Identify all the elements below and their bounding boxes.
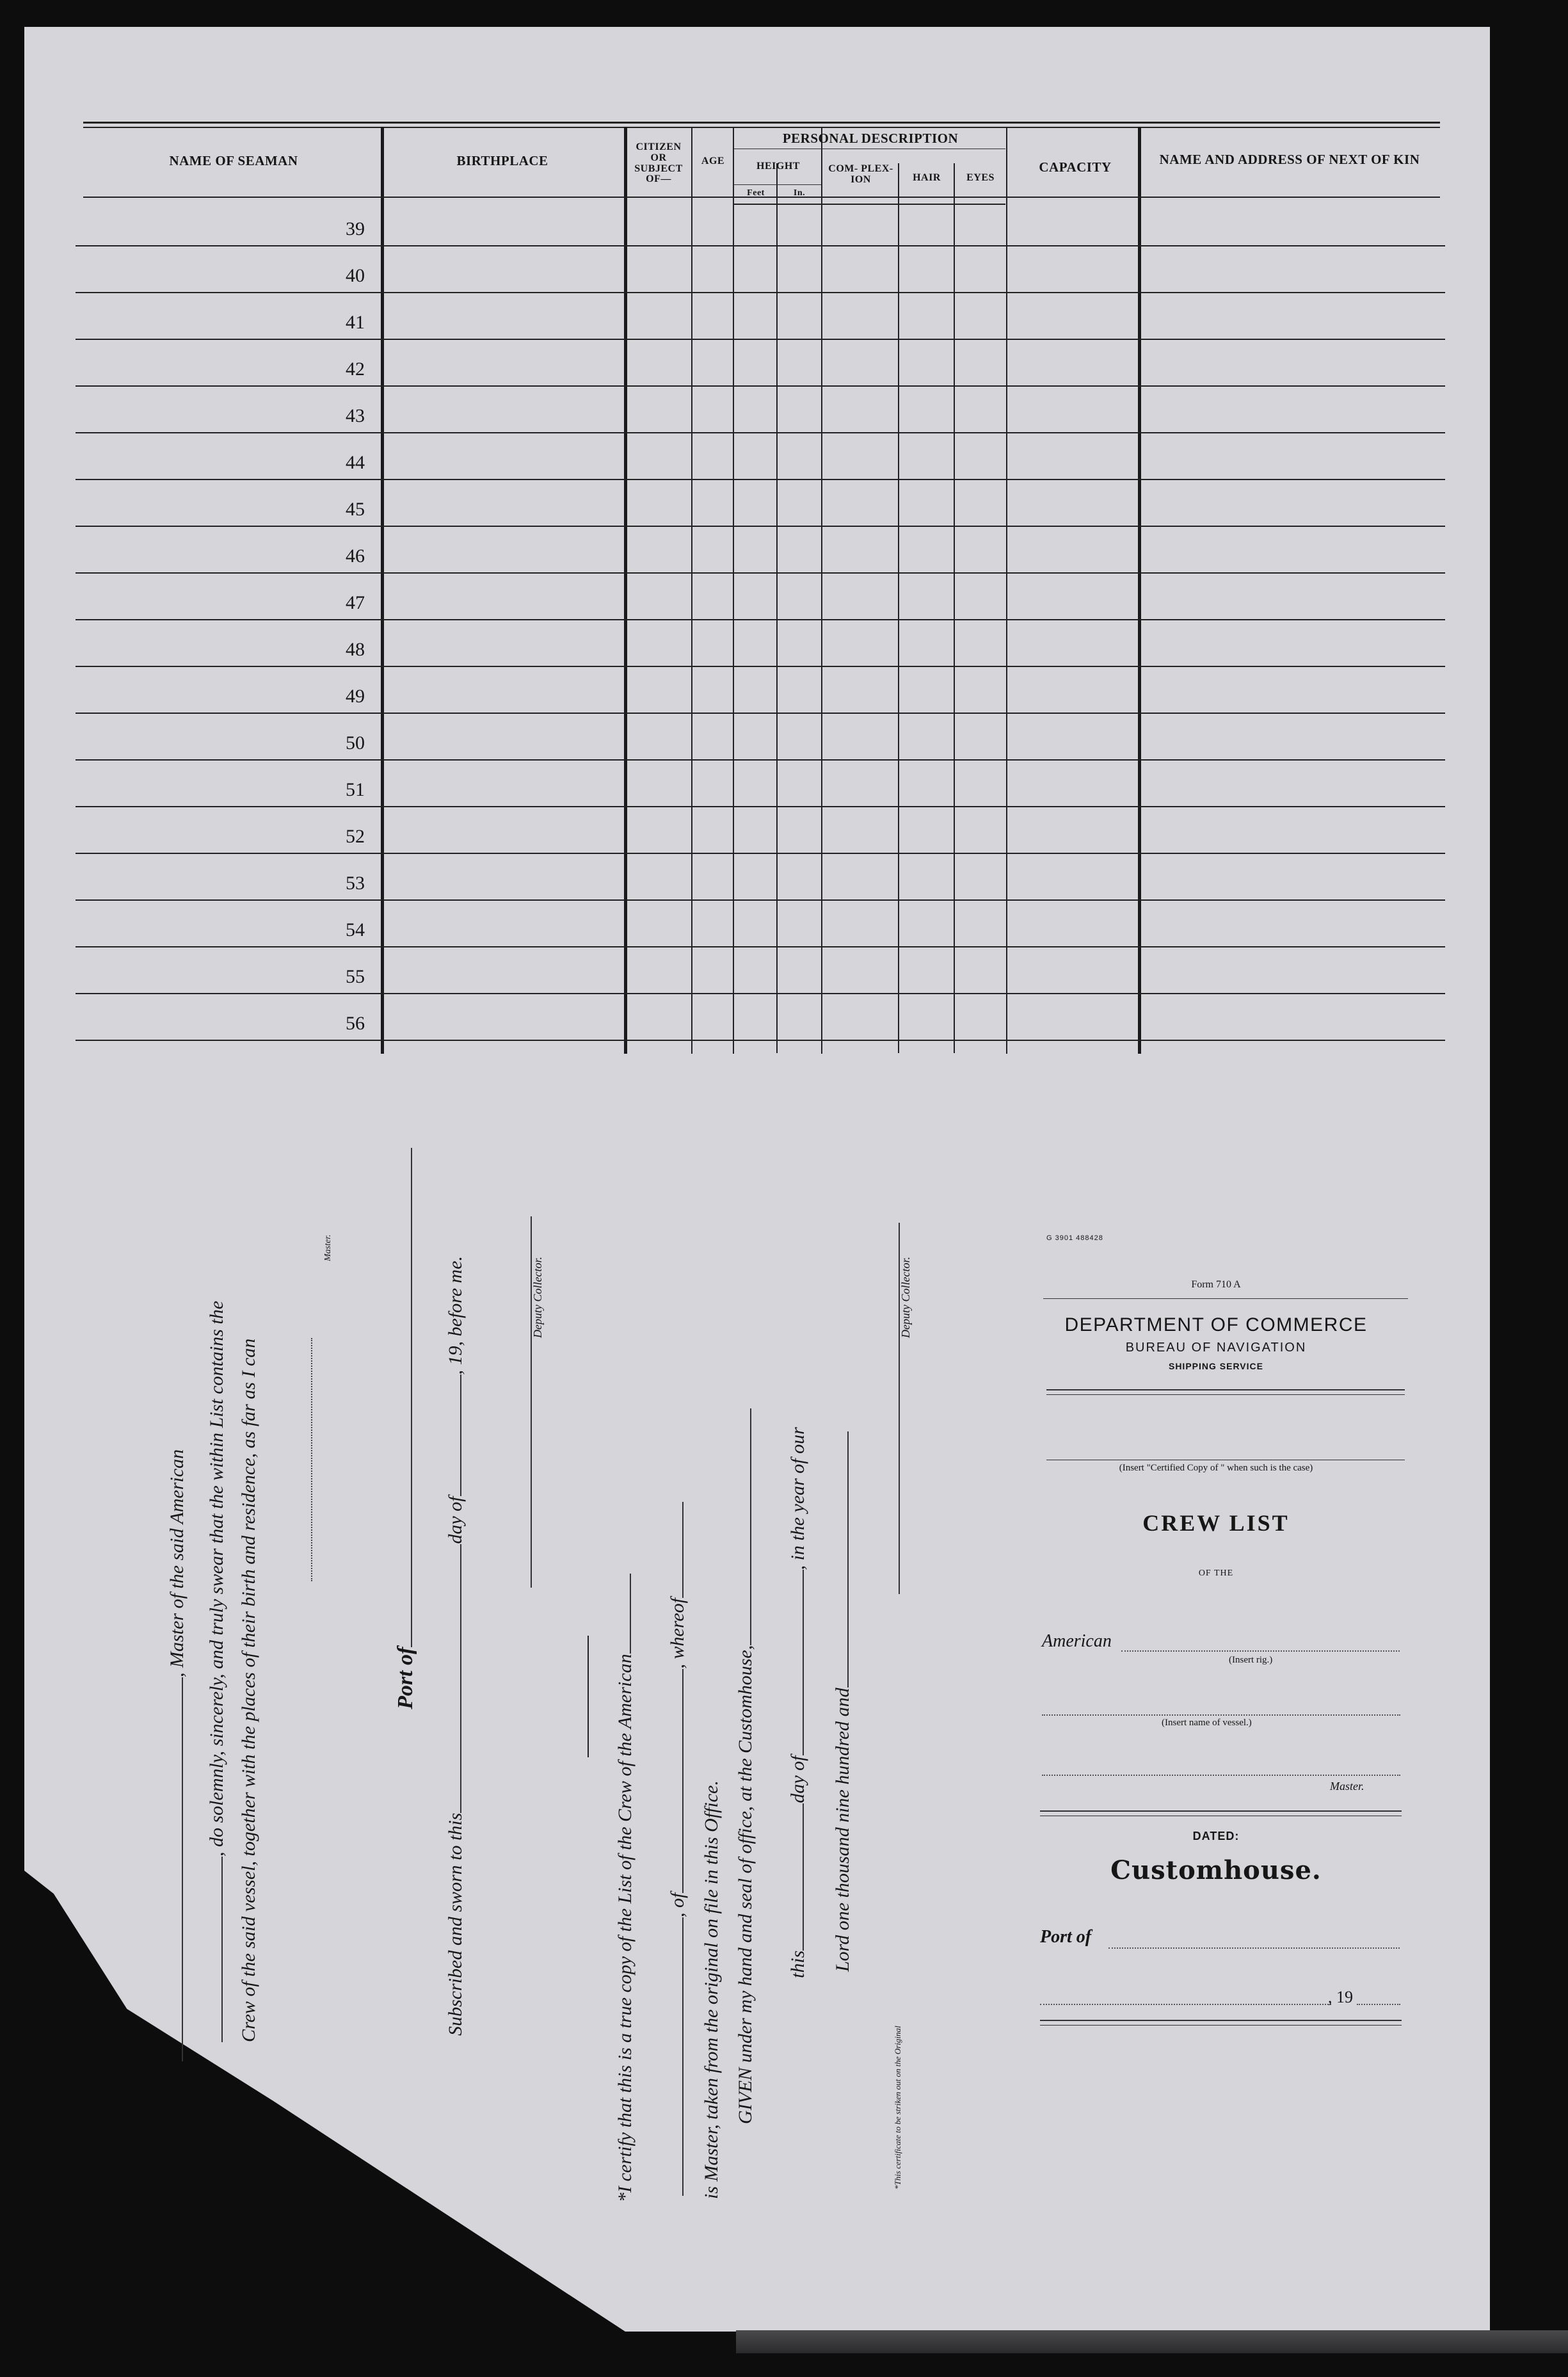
header-capacity: CAPACITY xyxy=(1039,159,1112,175)
subscribed-text-b: day of xyxy=(445,1496,466,1544)
oath-line-1 xyxy=(166,1449,188,2061)
master-name-line xyxy=(1042,1775,1400,1776)
row-number: 44 xyxy=(346,452,365,473)
header-next-of-kin: NAME AND ADDRESS OF NEXT OF KIN xyxy=(1159,152,1420,167)
row-number: 47 xyxy=(346,592,365,613)
table-row-line xyxy=(76,292,1445,293)
form-number: Form 710 A xyxy=(1191,1279,1241,1290)
row-number: 55 xyxy=(346,966,365,987)
table-row-line xyxy=(76,993,1445,994)
crew-list-title: CREW LIST xyxy=(1142,1510,1290,1536)
cert-line-4-text: GIVEN under my hand and seal of office, at the Customhouse, xyxy=(735,1645,756,2124)
cert-line-3: is Master, taken from the original on file in this Office. xyxy=(701,1780,722,2199)
row-number: 40 xyxy=(346,265,365,286)
oath-line-2 xyxy=(206,1301,228,2042)
table-row-line xyxy=(76,385,1445,387)
scan-edge-strip xyxy=(736,2330,1568,2353)
header-hair: HAIR xyxy=(913,172,941,183)
header-name-of-seaman: NAME OF SEAMAN xyxy=(169,153,298,168)
subscribed-text-a: Subscribed and sworn to this xyxy=(445,1812,466,2036)
table-row-line xyxy=(76,572,1445,574)
header-feet: Feet xyxy=(747,188,765,198)
master-label: Master. xyxy=(323,1234,333,1261)
master-signature-line xyxy=(296,1338,317,1581)
header-eyes: EYES xyxy=(966,172,995,183)
insert-certified-note: (Insert "Certified Copy of " when such is the case) xyxy=(1119,1463,1313,1473)
year-label: , 19 xyxy=(1328,1988,1353,2006)
separator-rule xyxy=(588,1636,589,1757)
insert-rig-note: (Insert rig.) xyxy=(1229,1655,1273,1665)
certificate-footnote: *This certificate to be striken out on the Original xyxy=(893,2026,902,2189)
header-complexion: COM- PLEX- ION xyxy=(828,163,893,185)
row-number: 50 xyxy=(346,732,365,753)
cert-line-2-text-b: , whereof xyxy=(667,1598,688,1669)
port-line xyxy=(1108,1947,1400,1949)
service-title: SHIPPING SERVICE xyxy=(1168,1361,1263,1371)
row-number: 39 xyxy=(346,218,365,239)
deputy-collector-label-1: Deputy Collector. xyxy=(531,1257,544,1338)
cert-line-5-text-a: this xyxy=(787,1950,808,1978)
cert-line-5-text-b: day of xyxy=(787,1755,808,1803)
cert-line-2-text-a: , of xyxy=(667,1892,688,1917)
of-the-label: OF THE xyxy=(1198,1568,1234,1578)
cert-line-4 xyxy=(735,1408,756,2124)
row-number: 41 xyxy=(346,312,365,333)
port-of-text: Port of xyxy=(394,1647,417,1709)
row-number: 51 xyxy=(346,779,365,800)
port-of-cover-label: Port of xyxy=(1040,1927,1092,1947)
master-cover-label: Master. xyxy=(1330,1780,1364,1793)
oath-line-3: Crew of the said vessel, together with the places of their birth and residence, as far as I can xyxy=(238,1338,259,2042)
subscribed-text-c: , 19 xyxy=(445,1346,466,1375)
cert-line-5 xyxy=(787,1427,809,1978)
row-number: 45 xyxy=(346,499,365,520)
header-inches: In. xyxy=(793,188,806,198)
subscribed-line xyxy=(445,1256,467,2036)
date-line xyxy=(1040,2004,1331,2005)
row-number: 56 xyxy=(346,1013,365,1034)
customhouse-title: Customhouse. xyxy=(1110,1855,1322,1885)
table-row-line xyxy=(76,339,1445,340)
table-row-line xyxy=(76,526,1445,527)
row-number: 43 xyxy=(346,405,365,426)
row-number: 53 xyxy=(346,873,365,894)
table-row-line xyxy=(76,946,1445,947)
vessel-name-line xyxy=(1042,1714,1400,1716)
table-row-line xyxy=(76,432,1445,433)
row-number: 54 xyxy=(346,919,365,940)
dated-label: DATED: xyxy=(1192,1830,1240,1842)
cert-line-1-text: *I certify that this is a true copy of the List of the Crew of the American xyxy=(614,1654,636,2202)
cert-line-6-text: Lord one thousand nine hundred and xyxy=(832,1688,853,1972)
oath-line-2-text: , do solemnly, sincerely, and truly swear that the within List contains the xyxy=(206,1300,227,1857)
table-row-line xyxy=(76,759,1445,761)
insert-vessel-note: (Insert name of vessel.) xyxy=(1162,1718,1252,1728)
header-citizen: CITIZEN OR SUBJECT OF— xyxy=(634,141,683,185)
cert-line-6 xyxy=(832,1431,854,1972)
table-row-line xyxy=(76,853,1445,854)
deputy-collector-label-2: Deputy Collector. xyxy=(899,1257,912,1338)
header-height: HEIGHT xyxy=(756,161,800,172)
header-birthplace: BIRTHPLACE xyxy=(456,153,548,168)
printer-code: G 3901 488428 xyxy=(1046,1234,1103,1242)
american-label: American xyxy=(1042,1631,1112,1651)
table-row-line xyxy=(76,806,1445,807)
table-row-line xyxy=(76,479,1445,480)
cert-line-2 xyxy=(667,1502,689,2196)
oath-line-1-text: , Master of the said American xyxy=(166,1449,188,1677)
table-row-line xyxy=(76,245,1445,246)
row-number: 46 xyxy=(346,545,365,567)
cert-line-1 xyxy=(614,1574,636,2202)
header-age: AGE xyxy=(701,156,725,166)
row-number: 52 xyxy=(346,826,365,847)
table-row-line xyxy=(76,899,1445,901)
row-number: 49 xyxy=(346,686,365,707)
header-personal-description: PERSONAL DESCRIPTION xyxy=(782,131,959,146)
table-row-line xyxy=(76,666,1445,667)
table-row-line xyxy=(76,713,1445,714)
subscribed-text-d: , before me. xyxy=(445,1255,466,1346)
bureau-title: BUREAU OF NAVIGATION xyxy=(1125,1341,1307,1355)
row-number: 48 xyxy=(346,639,365,660)
port-of-label xyxy=(394,1148,418,1709)
table-row-line xyxy=(76,1040,1445,1041)
rig-line xyxy=(1121,1650,1400,1652)
row-number: 42 xyxy=(346,359,365,380)
table-row-line xyxy=(76,619,1445,620)
department-title: DEPARTMENT OF COMMERCE xyxy=(1064,1314,1368,1335)
cert-line-5-text-c: , in the year of our xyxy=(787,1427,808,1570)
